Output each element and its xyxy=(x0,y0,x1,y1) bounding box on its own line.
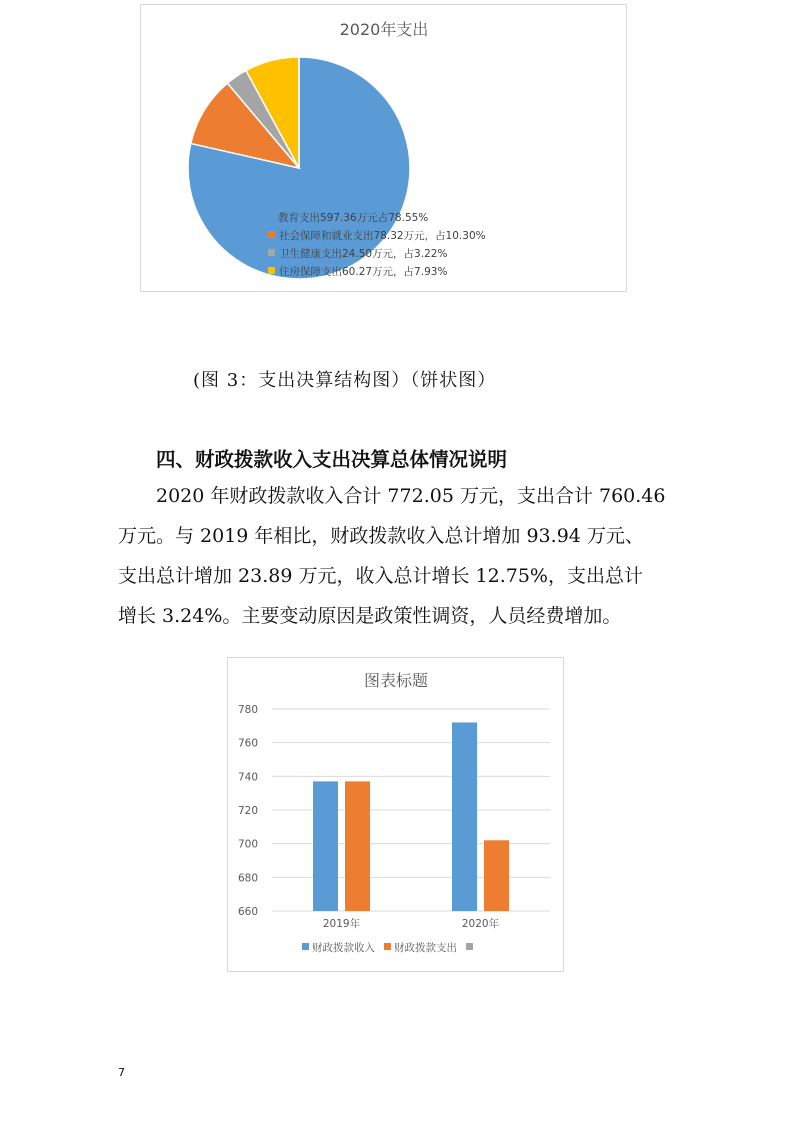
y-tick-label: 660 xyxy=(237,906,258,918)
page-number: 7 xyxy=(118,1066,125,1079)
body-paragraph xyxy=(118,476,678,636)
bar xyxy=(452,722,477,911)
y-tick-label: 700 xyxy=(237,838,258,851)
legend-swatch xyxy=(384,943,391,950)
bar-chart-title: 图表标题 xyxy=(363,671,429,690)
y-tick-label: 760 xyxy=(237,737,258,750)
bar-legend-label: 财政拨款收入 xyxy=(312,942,375,954)
bar-chart-frame xyxy=(227,657,564,972)
figure-caption: (图 3：支出决算结构图）（饼状图） xyxy=(193,370,497,391)
pie-legend-label: 卫生健康支出24.50万元，占3.22% xyxy=(279,248,448,260)
pie-legend-label: 社会保障和就业支出78.32万元，占10.30% xyxy=(279,230,486,242)
paragraph-line: 支出总计增加 23.89 万元，收入总计增长 12.75%，支出总计 xyxy=(118,565,643,587)
pie-chart xyxy=(141,5,628,293)
legend-swatch xyxy=(268,249,275,256)
pie-chart-title: 2020年支出 xyxy=(339,20,429,39)
bar xyxy=(345,781,370,911)
legend-swatch xyxy=(302,943,309,950)
pie-chart-frame xyxy=(140,4,627,292)
paragraph-line: 万元。与 2019 年相比，财政拨款收入总计增加 93.94 万元、 xyxy=(118,525,644,547)
paragraph-line: 增长 3.24%。主要变动原因是政策性调资，人员经费增加。 xyxy=(118,605,622,627)
pie-legend-label: 住房保障支出60.27万元，占7.93% xyxy=(279,266,448,278)
section-heading: 四、财政拨款收入支出决算总体情况说明 xyxy=(156,448,508,471)
legend-swatch xyxy=(466,943,473,950)
x-tick-label: 2019年 xyxy=(322,918,361,930)
y-tick-label: 740 xyxy=(237,771,258,784)
paragraph-line: 2020 年财政拨款收入合计 772.05 万元，支出合计 760.46 xyxy=(118,485,666,507)
bar-chart xyxy=(228,658,565,973)
legend-swatch xyxy=(268,231,275,238)
bar-legend-label: 财政拨款支出 xyxy=(394,942,457,954)
y-tick-label: 680 xyxy=(237,872,258,885)
pie-legend-label: 教育支出597.36万元占78.55% xyxy=(278,212,429,224)
legend-swatch xyxy=(268,267,275,274)
bar xyxy=(313,781,338,911)
x-tick-label: 2020年 xyxy=(461,918,500,930)
bar xyxy=(484,840,509,911)
y-tick-label: 720 xyxy=(237,805,258,817)
y-tick-label: 780 xyxy=(237,704,258,716)
